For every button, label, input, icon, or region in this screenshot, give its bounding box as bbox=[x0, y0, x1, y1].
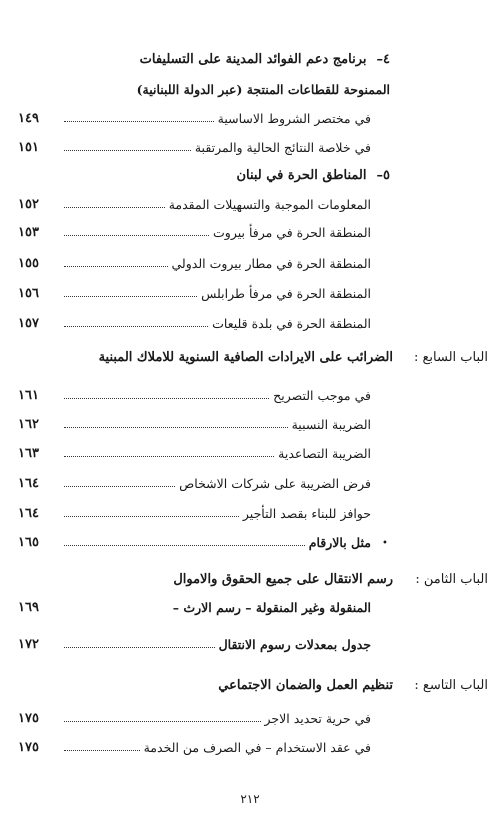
entry-page: ١٦٢ bbox=[18, 417, 39, 432]
section-4-subtitle: الممنوحة للقطاعات المنتجة (عبر الدولة اللبنانية) bbox=[136, 82, 390, 97]
entry-label: المنطقة الحرة في مرفأ طرابلس bbox=[201, 286, 371, 301]
entry-label: جدول بمعدلات رسوم الانتقال bbox=[218, 637, 371, 652]
toc-entry[interactable] bbox=[18, 108, 371, 126]
section-4-number: ٤– bbox=[376, 52, 390, 67]
section-4-title: برنامج دعم الفوائد المدينة على التسليفات bbox=[139, 52, 367, 67]
toc-entry[interactable] bbox=[18, 137, 371, 155]
entry-label: حوافز للبناء بقصد التأجير bbox=[242, 506, 371, 521]
toc-entry[interactable] bbox=[18, 503, 371, 521]
bullet-marker: • bbox=[382, 538, 388, 549]
dot-leader bbox=[64, 516, 239, 517]
dot-leader bbox=[64, 486, 175, 487]
chapter-8-title: رسم الانتقال على جميع الحقوق والاموال bbox=[173, 572, 393, 587]
toc-entry[interactable] bbox=[18, 634, 371, 652]
entry-label: المنقولة وغير المنقولة – رسم الارث – bbox=[172, 600, 371, 615]
entry-page: ١٥٦ bbox=[18, 286, 39, 301]
entry-label: المعلومات الموجبة والتسهيلات المقدمة bbox=[168, 197, 371, 212]
dot-leader bbox=[64, 545, 305, 546]
entry-page: ١٦٤ bbox=[18, 506, 39, 521]
entry-page: ١٦٥ bbox=[18, 535, 39, 550]
dot-leader bbox=[64, 398, 269, 399]
entry-label: فرض الضريبة على شركات الاشخاص bbox=[179, 476, 371, 491]
entry-page: ١٦٩ bbox=[18, 600, 39, 615]
entry-label: في خلاصة النتائج الحالية والمرتقبة bbox=[194, 140, 371, 155]
chapter-7-title: الضرائب على الايرادات الصافية السنوية للاملاك المبنية bbox=[98, 350, 393, 365]
entry-label: الضريبة النسبية bbox=[291, 417, 371, 432]
entry-page: ١٦٣ bbox=[18, 446, 39, 461]
dot-leader bbox=[64, 150, 191, 151]
entry-page: ١٥٧ bbox=[18, 316, 39, 331]
dot-leader bbox=[64, 456, 274, 457]
toc-entry[interactable] bbox=[18, 597, 371, 615]
toc-entry[interactable] bbox=[18, 385, 371, 403]
chapter-7-label: الباب السابع : bbox=[413, 350, 488, 365]
entry-label: في عقد الاستخدام – في الصرف من الخدمة bbox=[143, 740, 371, 755]
toc-entry[interactable] bbox=[18, 708, 371, 726]
entry-label: مثل بالارقام bbox=[308, 535, 371, 550]
section-4-heading bbox=[140, 52, 390, 67]
entry-page: ١٥٣ bbox=[18, 225, 39, 240]
toc-entry[interactable] bbox=[18, 443, 371, 461]
entry-page: ١٦٤ bbox=[18, 476, 39, 491]
entry-label: الضريبة التصاعدية bbox=[278, 446, 371, 461]
chapter-9-label: الباب التاسع : bbox=[414, 678, 488, 693]
dot-leader bbox=[64, 235, 209, 236]
entry-page: ١٤٩ bbox=[18, 111, 39, 126]
entry-label: المنطقة الحرة في بلدة قليعات bbox=[212, 316, 371, 331]
dot-leader bbox=[64, 721, 261, 722]
entry-page: ١٥١ bbox=[18, 140, 39, 155]
entry-page: ١٧٢ bbox=[18, 637, 39, 652]
section-5-number: ٥– bbox=[376, 168, 390, 183]
dot-leader bbox=[64, 750, 140, 751]
toc-entry[interactable] bbox=[18, 414, 371, 432]
entry-label: في مختصر الشروط الاساسية bbox=[217, 111, 371, 126]
toc-entry[interactable] bbox=[18, 473, 371, 491]
dot-leader bbox=[64, 427, 288, 428]
dot-leader bbox=[64, 207, 165, 208]
chapter-8-label: الباب الثامن : bbox=[415, 572, 488, 587]
entry-label: المنطقة الحرة في مرفأ بيروت bbox=[213, 225, 371, 240]
dot-leader bbox=[64, 296, 197, 297]
chapter-9-title: تنظيم العمل والضمان الاجتماعي bbox=[218, 678, 393, 693]
dot-leader bbox=[64, 266, 168, 267]
dot-leader bbox=[64, 326, 208, 327]
toc-entry[interactable] bbox=[18, 283, 371, 301]
entry-page: ١٧٥ bbox=[18, 711, 39, 726]
entry-page: ١٥٥ bbox=[18, 256, 39, 271]
toc-entry[interactable] bbox=[18, 737, 371, 755]
entry-label: في حرية تحديد الاجر bbox=[264, 711, 371, 726]
toc-entry[interactable] bbox=[18, 253, 371, 271]
entry-page: ١٥٢ bbox=[18, 197, 39, 212]
toc-entry[interactable] bbox=[18, 222, 371, 240]
section-5-heading bbox=[236, 168, 390, 183]
toc-entry[interactable] bbox=[18, 313, 371, 331]
toc-entry[interactable] bbox=[18, 194, 371, 212]
toc-entry[interactable] bbox=[18, 532, 371, 550]
entry-label: في موجب التصريح bbox=[273, 388, 371, 403]
dot-leader bbox=[64, 121, 214, 122]
entry-label: المنطقة الحرة في مطار بيروت الدولي bbox=[171, 256, 371, 271]
entry-page: ١٦١ bbox=[18, 388, 39, 403]
section-5-title: المناطق الحرة في لبنان bbox=[236, 168, 367, 183]
entry-page: ١٧٥ bbox=[18, 740, 39, 755]
page-number: ٢١٢ bbox=[240, 792, 260, 806]
dot-leader bbox=[64, 647, 215, 648]
